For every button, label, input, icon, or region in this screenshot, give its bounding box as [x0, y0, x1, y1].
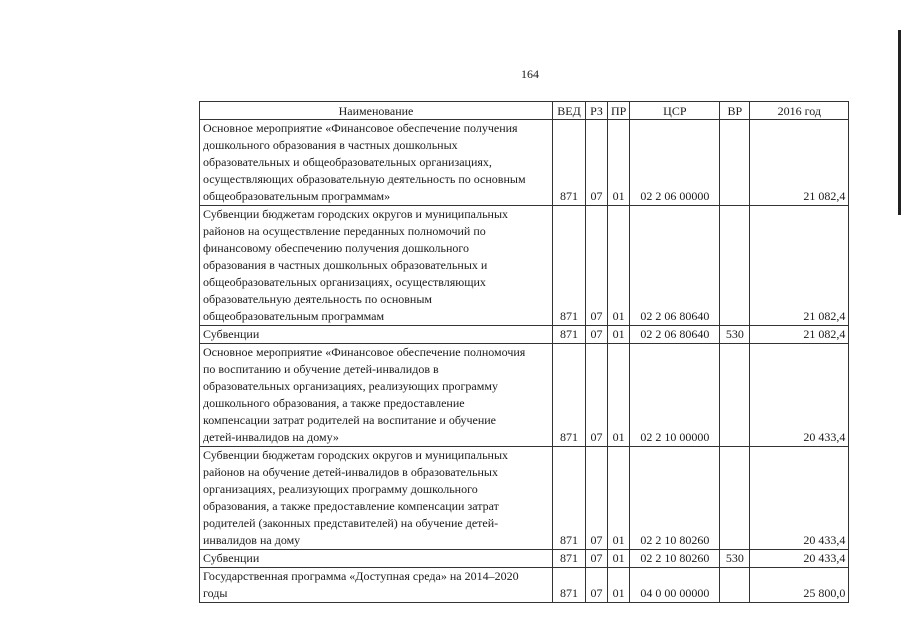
row-name-line: Основное мероприятие «Финансовое обеспечение полномочия	[203, 345, 526, 359]
cell-pr: 01	[608, 568, 630, 603]
cell-csr: 02 2 10 80260	[630, 447, 720, 550]
cell-vr	[720, 447, 750, 550]
budget-table	[199, 101, 849, 603]
row-name	[200, 344, 553, 447]
table-row	[200, 326, 849, 344]
cell-ved: 871	[553, 206, 586, 326]
row-name-line: Субвенции бюджетам городских округов и муниципальных	[203, 207, 509, 221]
row-name-line: Государственная программа «Доступная среда» на 2014–2020	[203, 569, 519, 583]
cell-rz: 07	[586, 206, 608, 326]
cell-rz: 07	[586, 568, 608, 603]
header-row	[200, 102, 849, 120]
cell-ved: 871	[553, 447, 586, 550]
row-name-line: осуществляющих образовательную деятельность по основным	[203, 172, 526, 186]
cell-vr	[720, 568, 750, 603]
row-name-line: районов на осуществление переданных полномочий по	[203, 224, 486, 238]
header-pr: ПР	[608, 102, 630, 120]
row-name-line: образования, а также предоставление компенсации затрат	[203, 499, 499, 513]
cell-amount: 25 800,0	[750, 568, 849, 603]
row-name-line: общеобразовательных организациях, осуществляющих	[203, 275, 486, 289]
cell-rz: 07	[586, 550, 608, 568]
row-name-line: образовательных и общеобразовательных организациях,	[203, 155, 492, 169]
cell-amount: 21 082,4	[750, 120, 849, 206]
cell-ved: 871	[553, 344, 586, 447]
cell-csr: 04 0 00 00000	[630, 568, 720, 603]
row-name-line: образования в частных дошкольных образовательных и	[203, 258, 488, 272]
cell-amount: 20 433,4	[750, 447, 849, 550]
cell-rz: 07	[586, 326, 608, 344]
row-name	[200, 326, 553, 344]
row-name	[200, 568, 553, 603]
cell-rz: 07	[586, 344, 608, 447]
cell-vr	[720, 120, 750, 206]
cell-csr: 02 2 06 00000	[630, 120, 720, 206]
table-row	[200, 550, 849, 568]
row-name-line: Субвенции бюджетам городских округов и муниципальных	[203, 448, 509, 462]
cell-vr	[720, 206, 750, 326]
header-name: Наименование	[200, 102, 553, 120]
cell-ved: 871	[553, 326, 586, 344]
cell-pr: 01	[608, 326, 630, 344]
cell-amount: 21 082,4	[750, 206, 849, 326]
row-name-line: годы	[203, 586, 228, 600]
table-row	[200, 344, 849, 447]
row-name-line: родителей (законных представителей) на обучение детей-	[203, 516, 499, 530]
row-name-line: по воспитанию и обучение детей-инвалидов в	[203, 362, 439, 376]
cell-amount: 20 433,4	[750, 550, 849, 568]
header-csr: ЦСР	[630, 102, 720, 120]
row-name	[200, 206, 553, 326]
cell-ved: 871	[553, 120, 586, 206]
cell-vr: 530	[720, 326, 750, 344]
row-name-line: организациях, реализующих программу дошкольного	[203, 482, 478, 496]
cell-amount: 20 433,4	[750, 344, 849, 447]
cell-pr: 01	[608, 120, 630, 206]
row-name-line: детей-инвалидов на дому»	[203, 430, 339, 444]
cell-csr: 02 2 06 80640	[630, 326, 720, 344]
row-name-line: общеобразовательным программам	[203, 309, 385, 323]
page-number: 164	[521, 67, 539, 81]
cell-pr: 01	[608, 447, 630, 550]
row-name-line: компенсации затрат родителей на воспитание и обучение	[203, 413, 497, 427]
row-name-line: дошкольного образования в частных дошкольных	[203, 138, 458, 152]
row-name	[200, 120, 553, 206]
table-row	[200, 206, 849, 326]
header-ved: ВЕД	[553, 102, 586, 120]
cell-pr: 01	[608, 550, 630, 568]
cell-ved: 871	[553, 568, 586, 603]
row-name-line: инвалидов на дому	[203, 533, 301, 547]
row-name-line: Основное мероприятие «Финансовое обеспечение получения	[203, 121, 518, 135]
cell-csr: 02 2 10 80260	[630, 550, 720, 568]
row-name	[200, 447, 553, 550]
row-name-line: образовательных организациях, реализующих программу	[203, 379, 498, 393]
table-row	[200, 568, 849, 603]
row-name-line: Субвенции	[203, 551, 260, 565]
cell-pr: 01	[608, 206, 630, 326]
cell-csr: 02 2 10 00000	[630, 344, 720, 447]
cell-vr	[720, 344, 750, 447]
table-row	[200, 120, 849, 206]
edge-rule	[898, 30, 901, 215]
header-rz: РЗ	[586, 102, 608, 120]
row-name-line: финансовому обеспечению получения дошкольного	[203, 241, 470, 255]
cell-ved: 871	[553, 550, 586, 568]
cell-pr: 01	[608, 344, 630, 447]
row-name	[200, 550, 553, 568]
header-amount: 2016 год	[750, 102, 849, 120]
cell-rz: 07	[586, 447, 608, 550]
row-name-line: районов на обучение детей-инвалидов в образовательных	[203, 465, 498, 479]
row-name-line: образовательную деятельность по основным	[203, 292, 433, 306]
table-row	[200, 447, 849, 550]
header-vr: ВР	[720, 102, 750, 120]
cell-csr: 02 2 06 80640	[630, 206, 720, 326]
row-name-line: общеобразовательным программам»	[203, 189, 391, 203]
row-name-line: Субвенции	[203, 327, 260, 341]
cell-amount: 21 082,4	[750, 326, 849, 344]
table-body	[200, 120, 849, 603]
cell-rz: 07	[586, 120, 608, 206]
row-name-line: дошкольного образования, а также предоставление	[203, 396, 465, 410]
cell-vr: 530	[720, 550, 750, 568]
